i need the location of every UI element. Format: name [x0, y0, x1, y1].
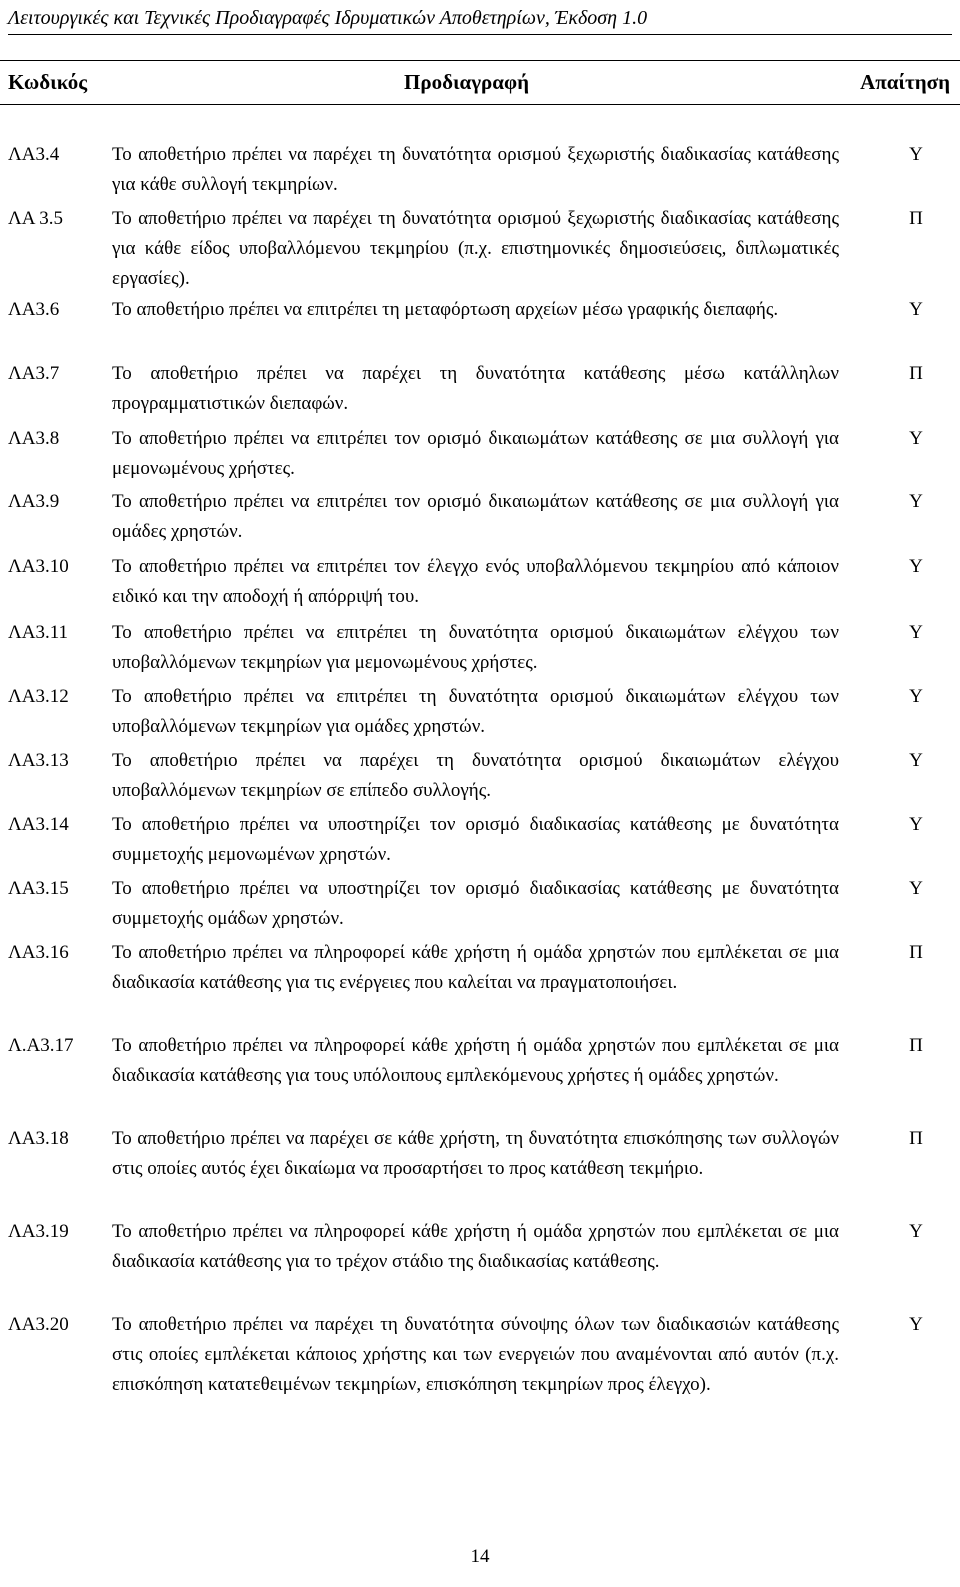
row-requirement: Υ [909, 491, 923, 512]
row-requirement: Υ [909, 299, 923, 320]
row-requirement: Υ [909, 556, 923, 577]
row-spec: Το αποθετήριο πρέπει να υποστηρίζει τον ορισμό διαδικασίας κατάθεσης με δυνατότητα συμμετοχής ομάδων χρηστών. [112, 878, 839, 929]
row-spec: Το αποθετήριο πρέπει να πληροφορεί κάθε χρήστη ή ομάδα χρηστών που εμπλέκεται σε μια διαδικασία κατάθεσης για τους υπόλοιπους εμπλεκόμενους χρήστες ή ομάδες χρηστών. [112, 1035, 839, 1086]
row-requirement: Υ [909, 622, 923, 643]
row-spec: Το αποθετήριο πρέπει να επιτρέπει τη δυνατότητα ορισμού δικαιωμάτων ελέγχου των υποβαλλόμενων τεκμηρίων για ομάδες χρηστών. [112, 686, 839, 737]
row-code: ΛΑ3.11 [8, 622, 69, 643]
row-spec: Το αποθετήριο πρέπει να παρέχει τη δυνατότητα ορισμού ξεχωριστής διαδικασίας κατάθεσης για κάθε συλλογή τεκμηρίων. [112, 144, 839, 195]
table-header [0, 62, 960, 102]
row-spec: Το αποθετήριο πρέπει να επιτρέπει τον ορισμό δικαιωμάτων κατάθεσης σε μια συλλογή για ομάδες χρηστών. [112, 491, 839, 542]
row-spec: Το αποθετήριο πρέπει να παρέχει τη δυνατότητα ορισμού δικαιωμάτων ελέγχου υποβαλλόμενων τεκμηρίων σε επίπεδο συλλογής. [112, 750, 839, 801]
row-code: ΛΑ3.10 [8, 556, 69, 577]
row-requirement: Υ [909, 144, 923, 165]
row-code: ΛΑ3.13 [8, 750, 69, 771]
row-code: ΛΑ3.18 [8, 1128, 69, 1149]
row-spec: Το αποθετήριο πρέπει να παρέχει τη δυνατότητα σύνοψης όλων των διαδικασιών κατάθεσης στις οποίες εμπλέκεται κάποιος χρήστης και των ενεργειών που αναμένονται από αυτόν (π.χ. επισκόπηση κατατεθειμένων τεκμηρίων, επισκόπηση τεκμηρίων προς έλεγχο). [112, 1314, 839, 1395]
row-requirement: Υ [909, 686, 923, 707]
row-requirement: Π [909, 1128, 923, 1149]
row-requirement: Υ [909, 428, 923, 449]
page-number: 14 [470, 1546, 490, 1567]
row-spec: Το αποθετήριο πρέπει να πληροφορεί κάθε χρήστη ή ομάδα χρηστών που εμπλέκεται σε μια διαδικασία κατάθεσης για τις ενέργειες που καλείται να πραγματοποιήσει. [112, 942, 839, 993]
row-code: ΛΑ3.12 [8, 686, 69, 707]
row-spec: Το αποθετήριο πρέπει να παρέχει σε κάθε χρήστη, τη δυνατότητα επισκόπησης των συλλογών στις οποίες αυτός έχει δικαίωμα να προσαρτήσει το προς κατάθεση τεκμήριο. [112, 1128, 839, 1179]
row-code: ΛΑ3.19 [8, 1221, 69, 1242]
running-header: Λειτουργικές και Τεχνικές Προδιαγραφές Ιδρυματικών Αποθετηρίων, Έκδοση 1.0 [8, 4, 952, 35]
row-requirement: Υ [909, 814, 923, 835]
row-code: ΛΑ3.14 [8, 814, 69, 835]
row-spec: Το αποθετήριο πρέπει να παρέχει τη δυνατότητα κατάθεσης μέσω κατάλληλων προγραμματιστικών διεπαφών. [112, 363, 839, 414]
column-header-spec: Προδιαγραφή [404, 70, 530, 94]
column-header-requirement: Απαίτηση [860, 70, 950, 94]
row-code: ΛΑ3.6 [8, 299, 60, 320]
row-requirement: Π [909, 363, 923, 384]
row-spec: Το αποθετήριο πρέπει να επιτρέπει τη μεταφόρτωση αρχείων μέσω γραφικής διεπαφής. [112, 299, 779, 320]
column-header-code: Κωδικός [8, 70, 88, 94]
row-code: Λ.Α3.17 [8, 1035, 74, 1056]
row-code: ΛΑ3.20 [8, 1314, 69, 1335]
row-code: ΛΑ3.16 [8, 942, 69, 963]
row-requirement: Π [909, 1035, 923, 1056]
row-requirement: Υ [909, 1314, 923, 1335]
row-code: ΛΑ3.4 [8, 144, 60, 165]
row-spec: Το αποθετήριο πρέπει να επιτρέπει τον ορισμό δικαιωμάτων κατάθεσης σε μια συλλογή για μεμονωμένους χρήστες. [112, 428, 839, 479]
row-code: ΛΑ3.9 [8, 491, 60, 512]
row-requirement: Π [909, 942, 923, 963]
row-spec: Το αποθετήριο πρέπει να πληροφορεί κάθε χρήστη ή ομάδα χρηστών που εμπλέκεται σε μια διαδικασία κατάθεσης για το τρέχον στάδιο της διαδικασίας κατάθεσης. [112, 1221, 839, 1272]
row-requirement: Π [909, 208, 923, 229]
row-spec: Το αποθετήριο πρέπει να παρέχει τη δυνατότητα ορισμού ξεχωριστής διαδικασίας κατάθεσης για κάθε είδος υποβαλλόμενου τεκμηρίου (π.χ. επιστημονικές δημοσιεύσεις, διπλωματικές εργασίες). [112, 208, 839, 289]
row-spec: Το αποθετήριο πρέπει να υποστηρίζει τον ορισμό διαδικασίας κατάθεσης με δυνατότητα συμμετοχής μεμονωμένων χρηστών. [112, 814, 839, 865]
row-spec: Το αποθετήριο πρέπει να επιτρέπει τον έλεγχο ενός υποβαλλόμενου τεκμηρίου από κάποιον ειδικό και την αποδοχή ή απόρριψή του. [112, 556, 839, 607]
row-requirement: Υ [909, 878, 923, 899]
row-requirement: Υ [909, 1221, 923, 1242]
row-code: ΛΑ3.7 [8, 363, 60, 384]
row-spec: Το αποθετήριο πρέπει να επιτρέπει τη δυνατότητα ορισμού δικαιωμάτων ελέγχου των υποβαλλόμενων τεκμηρίων για μεμονωμένους χρήστες. [112, 622, 839, 673]
row-requirement: Υ [909, 750, 923, 771]
table-header-top-rule [0, 60, 960, 61]
row-code: ΛΑ3.15 [8, 878, 69, 899]
table-header-bottom-rule [0, 104, 960, 105]
row-code: ΛΑ3.8 [8, 428, 60, 449]
row-code: ΛΑ 3.5 [8, 208, 63, 229]
